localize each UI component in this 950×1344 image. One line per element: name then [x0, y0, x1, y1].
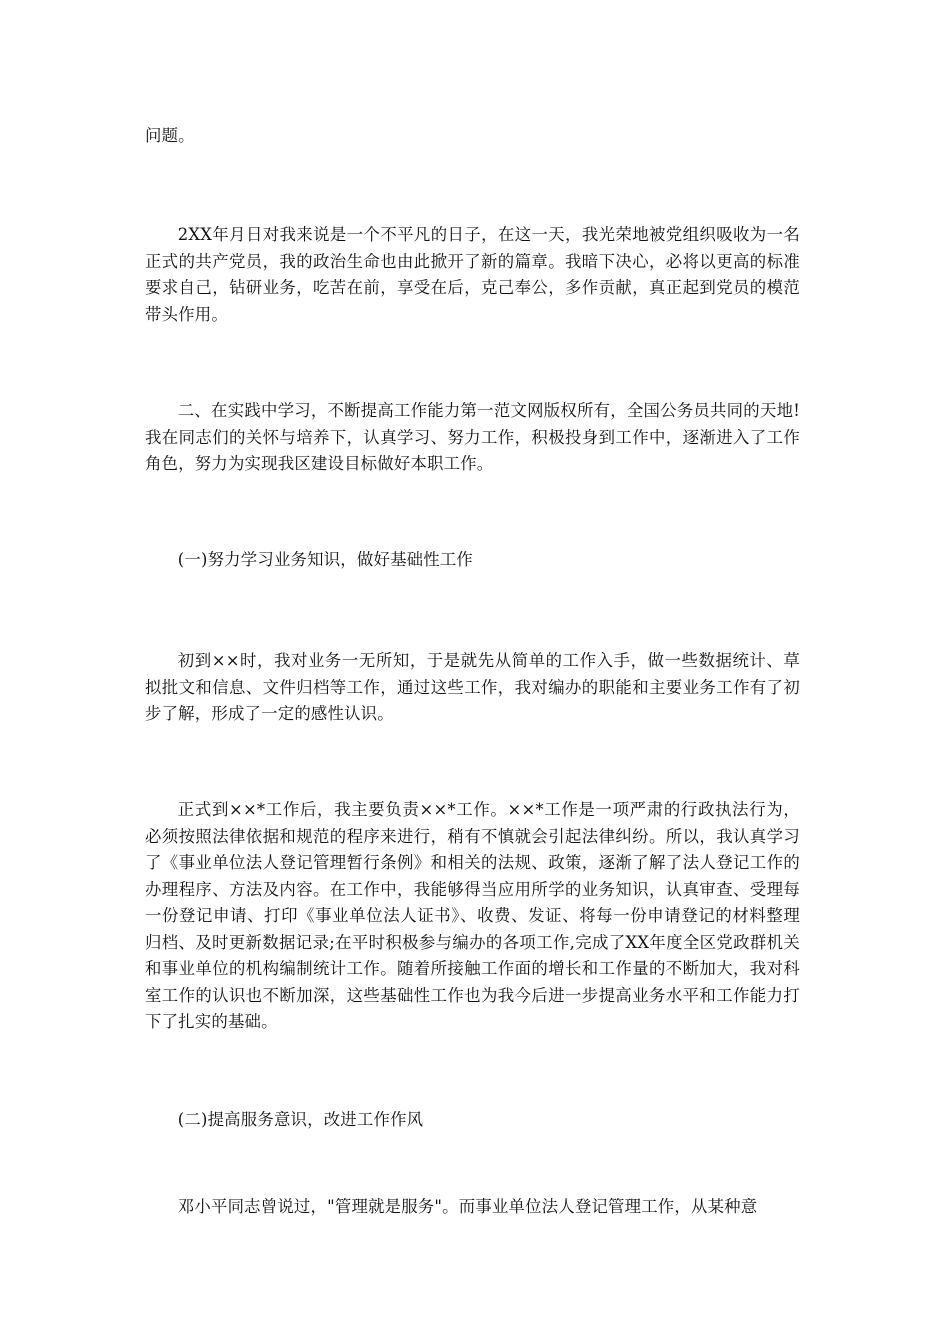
- paragraph-party-membership: 2XX年月日对我来说是一个不平凡的日子，在这一天，我光荣地被党组织吸收为一名正式的共产党员，我的政治生命也由此掀开了新的篇章。我暗下决心，必将以更高的标准要求自己，钻研业务，吃苦在前，享受在后，克己奉公，多作贡献，真正起到党员的模范带头作用。: [145, 225, 800, 324]
- paragraph-management-service: 邓小平同志曾说过，"管理就是服务"。而事业单位法人登记管理工作，从某种意: [177, 1197, 758, 1216]
- subsection-heading-service: (二)提高服务意识，改进工作作风: [177, 1110, 424, 1129]
- subsection-heading-business-knowledge: (一)努力学习业务知识，做好基础性工作: [177, 550, 474, 569]
- paragraph-formal-work: 正式到××*工作后，我主要负责××*工作。××*工作是一项严肃的行政执法行为，必须按照法律依据和规范的程序来进行，稍有不慎就会引起法律纠纷。所以，我认真学习了《事业单位法人登记管理暂行条例》和相关的法规、政策，逐渐了解了法人登记工作的办理程序、方法及内容。在工作中，我能够得当应用所学的业务知识，认真审查、受理每一份登记申请、打印《事业单位法人证书》、收费、发证、将每一份申请登记的材料整理归档、及时更新数据记录;在平时积极参与编办的各项工作,完成了XX年度全区党政群机关和事业单位的机构编制统计工作。随着所接触工作面的增长和工作量的不断加大，我对科室工作的认识也不断加深，这些基础性工作也为我今后进一步提高业务水平和工作能力打下了扎实的基础。: [145, 800, 800, 1031]
- section-heading-practice: 二、在实践中学习，不断提高工作能力第一范文网版权所有，全国公务员共同的天地!我在同志们的关怀与培养下，认真学习、努力工作，积极投身到工作中，逐渐进入了工作角色，努力为实现我区建设目标做好本职工作。: [145, 401, 800, 473]
- paragraph-initial-work: 初到××时，我对业务一无所知，于是就先从简单的工作入手，做一些数据统计、草拟批文和信息、文件归档等工作，通过这些工作，我对编办的职能和主要业务工作有了初步了解，形成了一定的感性认识。: [145, 651, 800, 723]
- paragraph-continuation: 问题。: [145, 126, 195, 145]
